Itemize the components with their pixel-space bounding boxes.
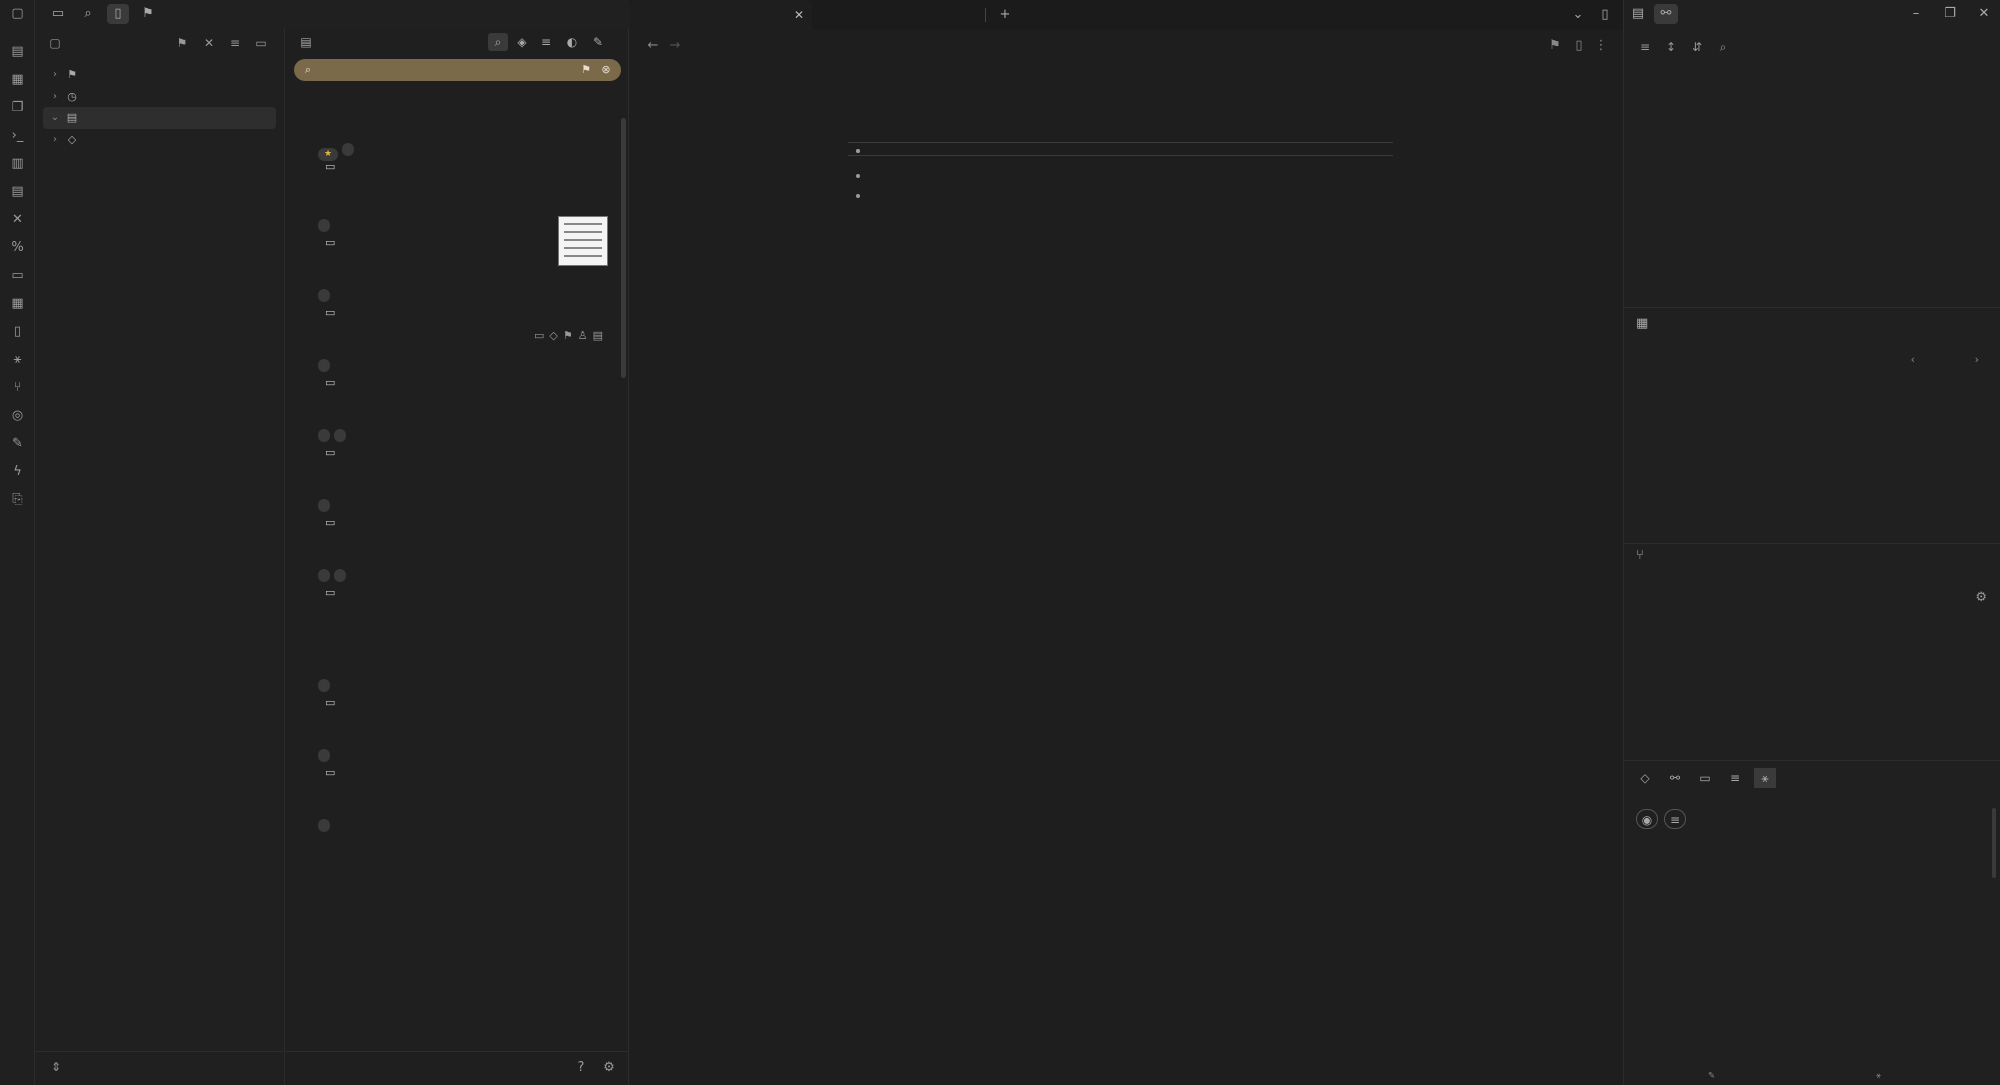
search-header (286, 28, 628, 56)
tag-icon: ◇ (67, 133, 77, 147)
branch-icon[interactable]: ⑂ (13, 380, 22, 395)
sort-icon[interactable]: ⇵ (1691, 40, 1703, 54)
graph-icon[interactable]: ⚹ (13, 352, 22, 367)
folder-icon: ▭ (325, 236, 336, 249)
scrollbar[interactable] (1992, 808, 1996, 878)
search-results (286, 90, 629, 1050)
tag-pill[interactable] (318, 359, 330, 372)
list-icon[interactable]: ≡ (1729, 771, 1741, 785)
explorer-toolbar (35, 28, 284, 58)
tools-icon[interactable]: ✕ (12, 212, 23, 227)
folder-icon: ▭ (325, 696, 336, 709)
sort-icon[interactable]: ≡ (540, 35, 552, 49)
daily-note-icon[interactable]: ▤ (11, 44, 24, 59)
bookmark-icon: ⚑ (67, 68, 77, 81)
search-result[interactable] (318, 396, 608, 466)
folder-icon[interactable]: ▭ (51, 6, 65, 21)
graph-icon[interactable]: ⑂ (1636, 548, 1644, 563)
search-result[interactable] (318, 466, 608, 536)
canvas-icon[interactable]: ▦ (11, 72, 24, 87)
graph-canvas[interactable] (1624, 548, 2000, 758)
view-header (630, 30, 1623, 64)
copy-icon[interactable]: ❐ (11, 100, 24, 115)
tag-pill[interactable] (318, 219, 330, 232)
book-icon[interactable]: ▯ (13, 324, 22, 339)
search-box (294, 59, 621, 81)
search-result[interactable] (318, 110, 608, 180)
palette-icon[interactable]: ◐ (566, 35, 578, 49)
bookmark-icon[interactable]: ⚑ (581, 63, 591, 76)
recent-files-item[interactable]: › ◷ (35, 86, 284, 108)
new-tab-icon[interactable]: + (999, 7, 1011, 22)
lightning-icon[interactable]: ϟ (13, 464, 22, 479)
prev-month-icon[interactable]: ‹ (1910, 353, 1915, 366)
new-note-icon[interactable]: ▢ (49, 36, 61, 50)
sidebar-toggle-icon[interactable]: ▢ (11, 6, 24, 21)
back-icon[interactable]: ← (647, 38, 659, 53)
maximize-icon[interactable]: ❐ (1944, 6, 1956, 21)
minimize-icon[interactable]: – (1912, 6, 1920, 21)
tab-knowledge-management[interactable] (630, 0, 812, 30)
search-result[interactable] (318, 326, 608, 396)
search-icon: ⌕ (304, 63, 312, 76)
group-header (286, 626, 629, 646)
note-content[interactable] (848, 86, 1393, 207)
info-icon[interactable]: ◉ (1636, 809, 1658, 829)
kanban-icon[interactable]: ▥ (11, 156, 24, 171)
tag-pill[interactable] (318, 289, 330, 302)
group-header (286, 190, 629, 210)
search-input[interactable] (318, 62, 568, 78)
search-result[interactable] (318, 786, 608, 839)
search-result[interactable] (318, 256, 608, 326)
tag-icon[interactable]: ◇ (1640, 771, 1650, 785)
sort-icon[interactable]: ≡ (229, 36, 241, 50)
vault-icon: ▤ (300, 35, 312, 49)
vault-icon: ▤ (66, 111, 78, 125)
chevron-updown-icon: ⇕ (50, 1060, 62, 1074)
tag-pill[interactable] (318, 569, 330, 582)
list-item (848, 184, 1393, 207)
folder-icon: ▭ (325, 376, 336, 389)
next-month-icon[interactable]: › (1974, 353, 1979, 366)
status-bar (1623, 1069, 2000, 1085)
tag-pill[interactable] (342, 143, 354, 156)
tag-pill[interactable] (334, 429, 346, 442)
calendar-icon[interactable]: ▦ (11, 296, 24, 311)
new-folder-icon[interactable]: ▭ (255, 36, 267, 50)
local-graph[interactable] (1624, 548, 2000, 758)
terminal-icon[interactable]: ›_ (11, 128, 24, 143)
code-icon[interactable]: % (11, 240, 24, 255)
left-topbar (35, 0, 630, 28)
tag-pill[interactable] (334, 569, 346, 582)
file-explorer (35, 28, 285, 1085)
folder-icon: ▭ (325, 160, 336, 173)
bookmark-icon[interactable]: ⚑ (176, 36, 188, 50)
clock-icon: ◷ (67, 89, 77, 103)
editor-pane (630, 0, 1623, 1085)
folder-icon: ▭ (325, 586, 336, 599)
graph-settings-icon[interactable]: ⚙ (1975, 590, 1987, 605)
link-icon[interactable]: ⚯ (1654, 4, 1678, 24)
group-header (286, 90, 629, 110)
folder-icon: ▭ (325, 446, 336, 459)
calendar-icon[interactable]: ▦ (1636, 316, 1649, 331)
tag-pill[interactable] (318, 749, 330, 762)
result-actions[interactable]: ▭◇⚑♙▤ (534, 329, 608, 342)
card-icon[interactable]: ▭ (11, 268, 24, 283)
search-icon[interactable]: ⌕ (1719, 40, 1727, 54)
export-icon[interactable]: ⎘ (12, 492, 23, 507)
search-result[interactable] (318, 646, 608, 716)
search-footer (286, 1051, 629, 1085)
tag-pill[interactable] (318, 499, 330, 512)
tag-pill[interactable] (318, 679, 330, 692)
settings-icon[interactable]: ⚙ (603, 1060, 615, 1075)
reading-view-icon[interactable]: ▯ (1575, 38, 1583, 53)
more-options-icon[interactable]: ⋮ (1594, 38, 1608, 53)
vault-switcher[interactable] (35, 1051, 285, 1085)
menu-icon[interactable]: ≡ (1664, 809, 1686, 829)
search-result[interactable] (318, 536, 608, 606)
list-item (848, 164, 1393, 184)
left-ribbon (0, 0, 35, 1085)
pen-icon[interactable]: ✎ (12, 436, 23, 451)
tab-bar (630, 0, 1623, 30)
right-sidebar (1623, 0, 2000, 1085)
tags-item[interactable]: › ◇ (35, 129, 284, 151)
right-topbar (1624, 0, 2000, 28)
search-panel (286, 28, 629, 1085)
sidebar-toggle-icon[interactable]: ▯ (1601, 7, 1609, 22)
help-icon[interactable]: ? (577, 1060, 585, 1075)
collapse-icon[interactable]: ↕ (1665, 40, 1677, 54)
star-icon: ★ (318, 148, 338, 161)
chevron-down-icon[interactable]: ⌄ (1572, 7, 1584, 22)
clear-icon[interactable]: ⊗ (601, 63, 611, 76)
close-icon[interactable]: ✕ (203, 36, 215, 50)
layers-icon[interactable]: ◈ (517, 35, 527, 49)
list-icon[interactable]: ≡ (1639, 40, 1651, 54)
folder-icon: ▭ (325, 766, 336, 779)
zoom-icon[interactable]: ◎ (11, 408, 24, 423)
close-icon[interactable]: ✕ (793, 8, 804, 22)
shortcuts-item[interactable]: › ⚑ (35, 64, 284, 86)
search-icon[interactable]: ⌕ (84, 6, 92, 21)
encyclopaedia-list (848, 164, 1393, 207)
forward-icon[interactable]: → (669, 38, 681, 53)
edit-icon[interactable]: ✎ (592, 35, 604, 49)
bookmark-icon[interactable]: ⚑ (142, 6, 154, 21)
search-icon[interactable]: ⌕ (488, 33, 508, 51)
tab-okri[interactable] (812, 0, 972, 30)
connections-icon: ⚹ (1876, 1071, 1882, 1081)
vault-root[interactable]: ⌄ ▤ (43, 107, 276, 129)
calendar-panel (1624, 312, 2000, 542)
link-icon[interactable]: ⚯ (1669, 771, 1681, 785)
bookmark-icon[interactable]: ⚑ (1549, 38, 1561, 53)
folder-icon: ▭ (325, 516, 336, 529)
folder-icon: ▭ (325, 306, 336, 319)
close-window-icon[interactable]: ✕ (1978, 6, 1990, 21)
connections-icon[interactable]: ⚹ (1754, 768, 1776, 788)
search-result[interactable] (318, 716, 608, 786)
table-icon[interactable]: ▤ (11, 184, 24, 199)
table-icon[interactable]: ▤ (1631, 6, 1645, 21)
edit-icon: ✎ (1708, 1071, 1716, 1081)
tag-pill[interactable] (318, 429, 330, 442)
search-result[interactable] (318, 210, 608, 256)
panel-icon[interactable]: ▯ (107, 4, 129, 24)
properties-tags (848, 94, 1393, 118)
archive-icon[interactable]: ▭ (1699, 771, 1711, 785)
smart-connections-panel (1624, 765, 2000, 1085)
tag-pill[interactable] (318, 819, 330, 832)
